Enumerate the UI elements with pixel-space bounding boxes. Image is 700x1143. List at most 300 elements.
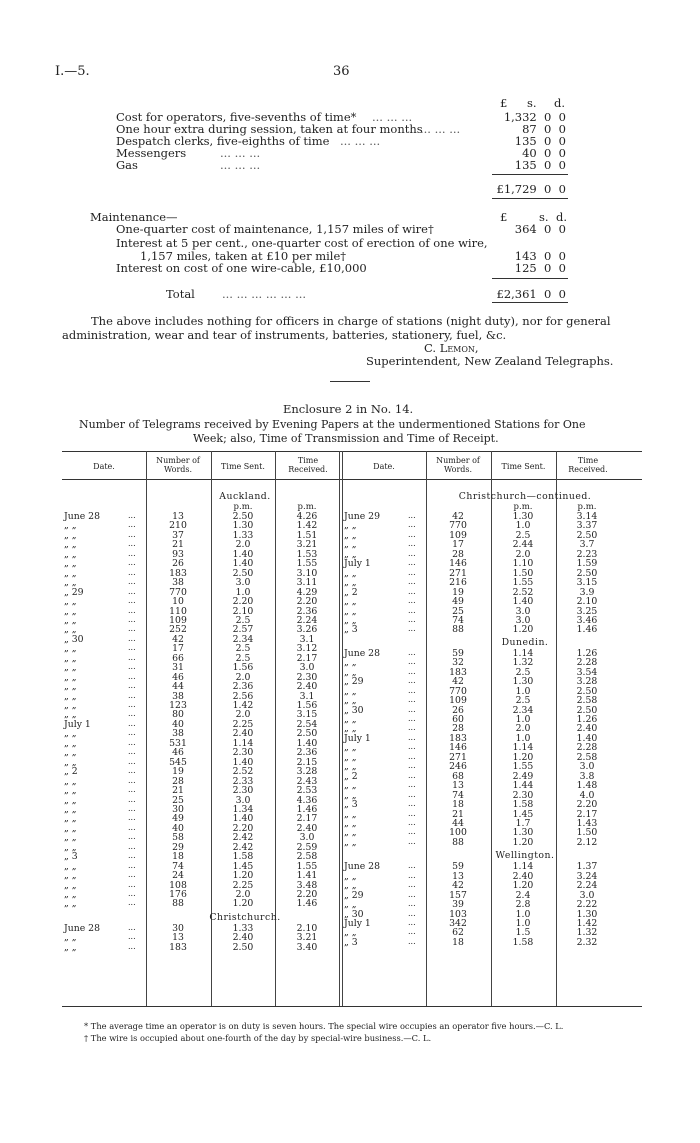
leader-dots: ... <box>128 539 136 549</box>
leader-dots: ... <box>408 511 416 520</box>
currency-header: £ <box>500 210 508 224</box>
row-time-received: 3.28 <box>296 766 318 778</box>
leader-dots: ... <box>128 889 136 898</box>
row-date: „ „ <box>344 880 357 892</box>
row-words: 88 <box>452 836 464 848</box>
leader-dots: ... <box>408 567 416 577</box>
row-time-received: 1.59 <box>576 558 598 570</box>
row-time-sent: 1.30 <box>232 520 254 532</box>
row-time-sent: 1.30 <box>512 827 534 839</box>
row-time-sent: 3.0 <box>515 614 531 626</box>
row-words: 46 <box>172 671 184 683</box>
leader-dots: ... <box>128 803 136 813</box>
row-time-received: 3.7 <box>579 539 595 551</box>
row-words: 18 <box>452 936 464 948</box>
row-time-received: 1.40 <box>576 732 598 744</box>
row-time-received: 1.41 <box>296 870 318 882</box>
leader-dots: ... <box>128 558 136 568</box>
row-time-received: 3.14 <box>576 511 598 522</box>
row-time-received: 2.36 <box>296 605 318 617</box>
row-date: „ „ <box>344 520 357 532</box>
row-words: 31 <box>172 662 184 674</box>
row-date: „ „ <box>64 643 77 655</box>
row-date: „ „ <box>344 742 357 754</box>
row-words: 80 <box>172 709 184 721</box>
row-words: 38 <box>172 690 184 702</box>
leader-dots: ... <box>408 742 416 752</box>
leader-dots: ... <box>408 577 416 587</box>
row-time-sent: 1.0 <box>515 908 531 920</box>
row-time-sent: 2.0 <box>515 548 531 560</box>
table-top-rule <box>62 451 642 452</box>
leader-dots: ... <box>128 879 136 889</box>
row-date: „ 29 <box>64 586 84 598</box>
cost-item-label: One hour extra during session, taken at four months <box>116 122 423 136</box>
row-words: 19 <box>452 586 464 598</box>
row-time-received: 3.10 <box>296 567 318 579</box>
row-time-sent: 1.33 <box>232 922 254 934</box>
row-words: 29 <box>172 841 184 853</box>
pm-label: p.m. <box>577 502 597 512</box>
leader-dots: ... <box>408 685 416 695</box>
row-time-sent: 2.44 <box>512 539 534 551</box>
leader-dots: ... <box>128 775 136 785</box>
row-time-sent: 1.40 <box>232 813 254 825</box>
leader-dots: ... <box>408 908 416 918</box>
row-words: 176 <box>169 889 187 900</box>
row-time-received: 1.42 <box>296 520 318 532</box>
row-words: 40 <box>172 718 184 730</box>
row-time-received: 2.54 <box>296 718 318 730</box>
row-words: 38 <box>172 728 184 740</box>
row-words: 26 <box>172 558 184 570</box>
row-time-received: 2.24 <box>576 880 598 892</box>
row-date: „ 29 <box>344 676 364 688</box>
row-time-received: 1.32 <box>576 927 598 939</box>
row-time-received: 1.53 <box>296 548 318 560</box>
leader-dots: ... <box>128 898 136 908</box>
row-time-sent: 1.40 <box>512 596 534 608</box>
leader-dots: ... <box>408 870 416 880</box>
row-time-sent: 2.0 <box>235 709 251 721</box>
section-dunedin: Dunedin. <box>501 636 549 648</box>
row-words: 110 <box>169 605 187 617</box>
leader-dots: ... <box>408 817 416 827</box>
col-header-words: Number of Words. <box>156 456 200 474</box>
leader-dots: ... <box>408 605 416 615</box>
leader-dots: ... <box>408 780 416 790</box>
row-date: „ „ <box>344 827 357 839</box>
leader-dots: ... <box>128 681 136 691</box>
section-christchurch-continued: Christchurch—continued. <box>458 491 592 502</box>
row-time-sent: 1.10 <box>512 558 534 570</box>
maintenance-title: Maintenance— <box>90 210 178 224</box>
row-date: „ „ <box>64 624 77 636</box>
leader-dots: ... <box>128 643 136 653</box>
row-time-received: 2.58 <box>576 695 598 707</box>
row-words: 44 <box>452 817 464 829</box>
row-time-sent: 2.10 <box>232 605 254 617</box>
leader-dots: ... <box>128 520 136 530</box>
row-time-received: 2.50 <box>576 529 598 541</box>
footnote-1: * The average time an operator is on duty is seven hours. The special wire occupies an operator five hours.—C. L. <box>84 1021 564 1031</box>
row-date: „ „ <box>64 747 77 759</box>
row-time-received: 1.26 <box>576 647 598 659</box>
row-time-received: 3.24 <box>576 870 598 882</box>
row-time-received: 2.50 <box>576 685 598 697</box>
row-time-sent: 1.0 <box>515 918 531 929</box>
leader-dots: ... <box>128 633 136 643</box>
row-date: „ „ <box>344 529 357 541</box>
row-time-sent: 1.20 <box>232 870 254 882</box>
row-date: „ „ <box>64 614 77 626</box>
row-words: 28 <box>452 723 464 735</box>
row-time-sent: 2.30 <box>232 747 254 759</box>
row-date: „ „ <box>344 723 357 735</box>
row-time-sent: 2.20 <box>232 596 254 608</box>
row-time-received: 2.59 <box>296 841 318 853</box>
note-line-2: administration, wear and tear of instruments, batteries, stationery, fuel, &c. <box>62 328 507 342</box>
row-date: „ „ <box>344 666 357 678</box>
leader-dots: ... <box>408 880 416 890</box>
row-date: „ 2 <box>344 586 358 598</box>
row-words: 146 <box>449 742 467 754</box>
total-rule <box>492 302 568 303</box>
section-auckland: Auckland. <box>219 491 271 502</box>
row-date: „ „ <box>64 652 77 664</box>
row-time-sent: 2.5 <box>235 614 251 626</box>
table-caption-line-2: Week; also, Time of Transmission and Time of Receipt. <box>193 432 499 445</box>
row-time-sent: 1.20 <box>232 898 254 910</box>
row-words: 49 <box>172 813 184 825</box>
pm-label: p.m. <box>233 502 253 512</box>
row-time-sent: 2.50 <box>232 567 254 579</box>
leader-dots: ... <box>408 529 416 539</box>
document-reference: I.—5. <box>55 64 90 79</box>
row-date: „ „ <box>64 567 77 579</box>
row-date: „ „ <box>64 596 77 608</box>
row-words: 210 <box>169 520 187 532</box>
row-date: July 1 <box>64 718 91 730</box>
row-time-sent: 1.14 <box>232 737 254 749</box>
row-time-received: 2.50 <box>576 567 598 579</box>
col-header-time-received: Time Received. <box>568 456 608 474</box>
maintenance-item-label: Interest on cost of one wire-cable, £10,000 <box>116 261 367 275</box>
row-words: 44 <box>172 681 184 693</box>
row-time-sent: 2.30 <box>232 785 254 797</box>
leader-dots: ... <box>408 657 416 667</box>
row-date: „ „ <box>344 899 357 911</box>
row-time-received: 2.36 <box>296 747 318 759</box>
row-date: „ „ <box>64 889 77 900</box>
row-time-received: 2.24 <box>296 614 318 626</box>
row-date: „ „ <box>64 737 77 749</box>
row-time-received: 2.28 <box>576 657 598 669</box>
separator-rule <box>330 381 370 382</box>
leader-dots: ... <box>128 785 136 795</box>
row-time-sent: 2.25 <box>232 718 254 730</box>
leader-dots: ... <box>408 770 416 780</box>
row-date: „ 3 <box>344 936 358 948</box>
row-time-sent: 1.40 <box>232 548 254 560</box>
row-date: June 28 <box>64 511 100 522</box>
row-time-received: 3.21 <box>296 539 318 551</box>
row-words: 68 <box>452 770 464 782</box>
row-time-sent: 2.5 <box>235 643 251 655</box>
leader-dots: ... <box>128 870 136 880</box>
row-time-sent: 1.45 <box>512 808 534 820</box>
cost-item-label: Cost for operators, five-sevenths of time* <box>116 110 357 124</box>
row-time-received: 3.37 <box>576 520 598 532</box>
col-header-words: Number of Words. <box>436 456 480 474</box>
row-words: 18 <box>452 799 464 811</box>
row-words: 216 <box>449 577 467 589</box>
row-date: „ „ <box>344 836 357 848</box>
row-words: 46 <box>172 747 184 759</box>
row-words: 62 <box>452 927 464 939</box>
row-words: 74 <box>452 614 464 626</box>
row-date: „ „ <box>64 690 77 702</box>
row-words: 28 <box>452 548 464 560</box>
leader-dots: ... <box>128 794 136 804</box>
signature-name: C. Lemon, <box>424 341 479 355</box>
currency-header: £ <box>500 96 508 110</box>
row-time-sent: 1.7 <box>515 817 531 829</box>
row-date: „ „ <box>64 548 77 560</box>
row-time-received: 1.46 <box>296 898 318 910</box>
row-words: 13 <box>452 780 464 792</box>
leader-dots: ... <box>128 813 136 823</box>
col-header-time-sent: Time Sent. <box>221 462 265 471</box>
row-time-sent: 2.4 <box>515 889 531 901</box>
row-time-sent: 2.5 <box>515 666 531 678</box>
row-time-received: 2.40 <box>296 822 318 834</box>
row-date: „ „ <box>64 605 77 617</box>
currency-header: s. <box>527 96 537 110</box>
row-time-received: 1.43 <box>576 817 598 829</box>
row-words: 42 <box>452 676 464 688</box>
row-time-received: 1.50 <box>576 827 598 839</box>
row-time-received: 2.17 <box>296 652 318 664</box>
leader-dots: ... <box>408 520 416 530</box>
row-words: 21 <box>452 808 464 820</box>
row-words: 88 <box>172 898 184 910</box>
row-words: 183 <box>169 567 187 579</box>
footnote-2: † The wire is occupied about one-fourth of the day by special-wire business.—C. L. <box>84 1033 432 1043</box>
leader-dots: ... <box>408 704 416 714</box>
row-time-received: 1.55 <box>296 860 318 872</box>
row-time-sent: 1.40 <box>232 558 254 570</box>
row-time-received: 1.55 <box>296 558 318 570</box>
maintenance-item-value: 364 0 0 <box>514 222 566 236</box>
row-words: 30 <box>172 922 184 934</box>
cost-item-label: Despatch clerks, five-eighths of time <box>116 134 330 148</box>
row-time-sent: 1.32 <box>512 657 534 669</box>
row-words: 109 <box>169 614 187 626</box>
leader-dots: ... <box>128 567 136 577</box>
signature-title: Superintendent, New Zealand Telegraphs. <box>366 354 614 368</box>
row-words: 42 <box>452 511 464 522</box>
leader-dots: ... ... ... <box>372 110 413 124</box>
row-time-received: 1.30 <box>576 908 598 920</box>
col-header-date: Date. <box>93 462 115 471</box>
row-time-sent: 2.25 <box>232 879 254 891</box>
col-header-date: Date. <box>373 462 395 471</box>
leader-dots: ... <box>128 728 136 738</box>
row-words: 26 <box>452 704 464 716</box>
row-time-received: 2.58 <box>296 851 318 863</box>
row-words: 146 <box>449 558 467 570</box>
row-words: 100 <box>449 827 467 839</box>
row-time-received: 1.26 <box>576 714 598 725</box>
row-date: „ „ <box>344 808 357 820</box>
row-time-sent: 1.20 <box>512 751 534 763</box>
row-words: 39 <box>452 899 464 911</box>
row-time-sent: 1.44 <box>512 780 534 792</box>
leader-dots: ... <box>128 529 136 539</box>
row-words: 17 <box>172 643 184 655</box>
row-time-sent: 1.30 <box>512 676 534 688</box>
row-words: 49 <box>452 596 464 608</box>
row-words: 13 <box>452 870 464 882</box>
note-line-1: The above includes nothing for officers in charge of stations (night duty), nor for general <box>91 314 611 328</box>
row-date: „ „ <box>64 558 77 570</box>
leader-dots: ... <box>128 860 136 870</box>
row-date: „ „ <box>344 714 357 725</box>
leader-dots: ... <box>408 861 416 871</box>
row-date: „ „ <box>64 662 77 674</box>
row-date: July 1 <box>344 558 371 570</box>
row-words: 38 <box>172 577 184 589</box>
leader-dots: ... <box>408 614 416 624</box>
section-christchurch: Christchurch. <box>209 911 281 923</box>
leader-dots: ... <box>128 756 136 766</box>
leader-dots: ... <box>408 666 416 676</box>
row-time-received: 2.43 <box>296 775 318 787</box>
currency-header: d. <box>554 96 566 110</box>
row-date: „ „ <box>64 822 77 834</box>
row-date: „ „ <box>64 756 77 768</box>
row-date: „ 3 <box>344 624 358 636</box>
leader-dots: ... <box>408 647 416 657</box>
row-date: „ „ <box>64 539 77 551</box>
row-words: 58 <box>172 832 184 844</box>
row-words: 183 <box>449 732 467 744</box>
row-time-sent: 2.34 <box>232 633 254 645</box>
page-number: 36 <box>333 64 350 79</box>
cost-item-value: 1,332 0 0 <box>503 110 566 124</box>
row-time-received: 1.42 <box>576 918 598 929</box>
row-date: „ „ <box>344 789 357 801</box>
row-time-sent: 1.0 <box>515 520 531 532</box>
leader-dots: ... <box>408 761 416 771</box>
row-date: „ „ <box>344 605 357 617</box>
row-time-sent: 2.5 <box>235 652 251 664</box>
table-bottom-rule <box>62 1006 642 1007</box>
total-label: Total <box>166 287 195 301</box>
row-words: 66 <box>172 652 184 664</box>
row-date: „ „ <box>64 860 77 872</box>
row-words: 93 <box>172 548 184 560</box>
leader-dots: ... <box>128 586 136 596</box>
row-time-received: 3.25 <box>576 605 598 617</box>
leader-dots: ... <box>128 922 136 932</box>
row-time-received: 4.26 <box>296 511 318 522</box>
row-time-sent: 2.0 <box>235 539 251 551</box>
row-time-received: 2.12 <box>576 836 598 848</box>
row-time-received: 2.40 <box>296 681 318 693</box>
row-date: „ „ <box>64 794 77 806</box>
leader-dots: ... <box>408 558 416 568</box>
row-time-sent: 1.56 <box>232 662 254 674</box>
col-header-time-sent: Time Sent. <box>501 462 546 471</box>
row-time-received: 2.10 <box>576 596 598 608</box>
row-time-sent: 1.58 <box>232 851 254 863</box>
row-time-received: 2.15 <box>296 756 318 768</box>
row-words: 770 <box>449 685 467 697</box>
row-words: 25 <box>452 605 464 617</box>
leader-dots: ... <box>128 596 136 606</box>
row-time-sent: 2.52 <box>512 586 534 598</box>
row-time-sent: 2.8 <box>515 899 531 911</box>
leader-dots: ... <box>128 652 136 662</box>
row-date: June 28 <box>344 861 380 873</box>
cost-item-value: 135 0 0 <box>514 158 566 172</box>
leader-dots: ... <box>128 941 136 951</box>
row-words: 88 <box>452 624 464 636</box>
row-words: 183 <box>449 666 467 678</box>
row-time-received: 3.40 <box>296 941 318 953</box>
leader-dots: ... <box>128 511 136 520</box>
row-time-sent: 2.0 <box>235 889 251 900</box>
row-words: 246 <box>449 761 467 773</box>
row-time-received: 3.0 <box>579 761 595 773</box>
pm-label: p.m. <box>513 502 533 512</box>
row-time-received: 3.46 <box>576 614 598 626</box>
row-date: „ 3 <box>64 851 78 863</box>
row-date: „ „ <box>64 803 77 815</box>
table-caption-line-1: Number of Telegrams received by Evening Papers at the undermentioned Stations for One <box>79 418 586 431</box>
row-time-received: 3.0 <box>299 662 315 674</box>
row-words: 13 <box>172 511 184 522</box>
row-words: 59 <box>452 861 464 873</box>
row-date: July 1 <box>344 918 371 929</box>
row-time-sent: 1.14 <box>512 742 534 754</box>
leader-dots: ... <box>408 927 416 937</box>
row-time-received: 1.46 <box>576 624 598 636</box>
row-words: 32 <box>452 657 464 669</box>
leader-dots: ... <box>408 596 416 606</box>
subtotal-rule <box>492 198 568 199</box>
row-time-received: 4.0 <box>579 789 595 801</box>
row-words: 13 <box>172 932 184 944</box>
row-time-received: 2.20 <box>296 596 318 608</box>
row-time-sent: 2.52 <box>232 766 254 778</box>
row-time-received: 2.20 <box>296 889 318 900</box>
leader-dots: ... ... ... <box>420 122 461 136</box>
row-time-sent: 1.50 <box>512 567 534 579</box>
row-time-received: 3.0 <box>299 832 315 844</box>
row-words: 252 <box>169 624 187 636</box>
row-time-sent: 3.0 <box>235 577 251 589</box>
leader-dots: ... ... ... <box>220 158 261 172</box>
row-time-received: 1.40 <box>296 737 318 749</box>
row-time-received: 2.58 <box>576 751 598 763</box>
row-time-sent: 1.45 <box>232 860 254 872</box>
row-date: July 1 <box>344 732 371 744</box>
row-date: „ 30 <box>64 633 84 645</box>
row-date: „ „ <box>344 548 357 560</box>
